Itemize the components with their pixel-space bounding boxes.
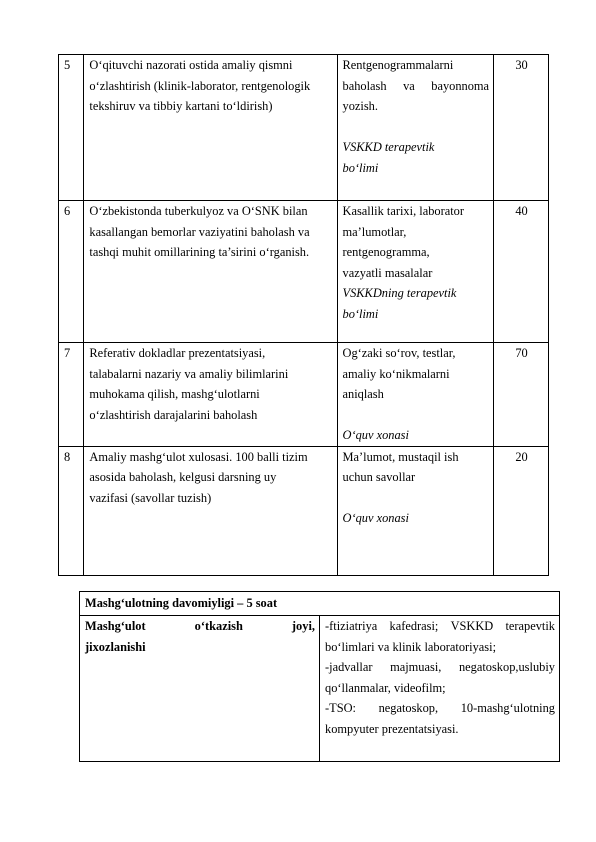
location-text: VSKKD terapevtik [342, 140, 435, 154]
table-row [59, 343, 549, 447]
duration-minutes: 30 [494, 55, 549, 201]
duration-minutes: 20 [494, 446, 549, 575]
table-row [59, 55, 549, 201]
result-cell: Kasallik tarixi, laborator ma’lumotlar, rentgenogramma, vazyatli masalalar VSKKDning terapevtik bo‘limi [337, 201, 494, 343]
table-row [59, 201, 549, 343]
task-description: O‘qituvchi nazorati ostida amaliy qismni o‘zlashtirish (klinik-laborator, rentgenologik tekshiruv va tibbiy kartani to‘ldirish) [84, 55, 337, 201]
place-label: Mashg‘ulot o‘tkazish joyi, jixozlanishi [80, 616, 320, 762]
duration-header-row [80, 592, 560, 616]
row-number: 6 [59, 201, 84, 343]
lesson-stages-table [58, 54, 549, 576]
task-description: O‘zbekistonda tuberkulyoz va O‘SNK bilan kasallangan bemorlar vaziyatini baholash va tashqi muhit omillarining ta’sirini o‘rganish. [84, 201, 337, 343]
task-description: Amaliy mashg‘ulot xulosasi. 100 balli tizim asosida baholash, kelgusi darsning uy vazifasi (savollar tuzish) [84, 446, 337, 575]
duration-header: Mashg‘ulotning davomiyligi – 5 soat [80, 592, 560, 616]
equipment-row [80, 616, 560, 762]
location-text: O‘quv xonasi [342, 428, 409, 442]
table-row [59, 446, 549, 575]
task-description: Referativ dokladlar prezentatsiyasi, talabalarni nazariy va amaliy bilimlarini muhokama qilish, mashg‘ulotlarni o‘zlashtirish darajalarini baholash [84, 343, 337, 447]
result-cell: Ma’lumot, mustaqil ish uchun savollar O‘quv xonasi [337, 446, 494, 575]
location-text: VSKKDning terapevtik [342, 286, 457, 300]
equipment-list: -ftiziatriya kafedrasi; VSKKD terapevtik bo‘limlari va klinik laboratoriyasi; -jadvallar majmuasi, negatoskop,uslubiy qo‘llanmalar, videofilm; -TSO: negatoskop, 10-mashg‘ulotning kompyuter prezentatsiyasi. [320, 616, 560, 762]
row-number: 5 [59, 55, 84, 201]
result-cell: Og‘zaki so‘rov, testlar, amaliy ko‘nikmalarni aniqlash O‘quv xonasi [337, 343, 494, 447]
location-text: O‘quv xonasi [342, 511, 409, 525]
row-number: 8 [59, 446, 84, 575]
row-number: 7 [59, 343, 84, 447]
duration-table [79, 591, 560, 762]
duration-minutes: 70 [494, 343, 549, 447]
result-cell: Rentgenogrammalarni baholash va bayonnoma yozish. VSKKD terapevtik bo‘limi [337, 55, 494, 201]
duration-minutes: 40 [494, 201, 549, 343]
